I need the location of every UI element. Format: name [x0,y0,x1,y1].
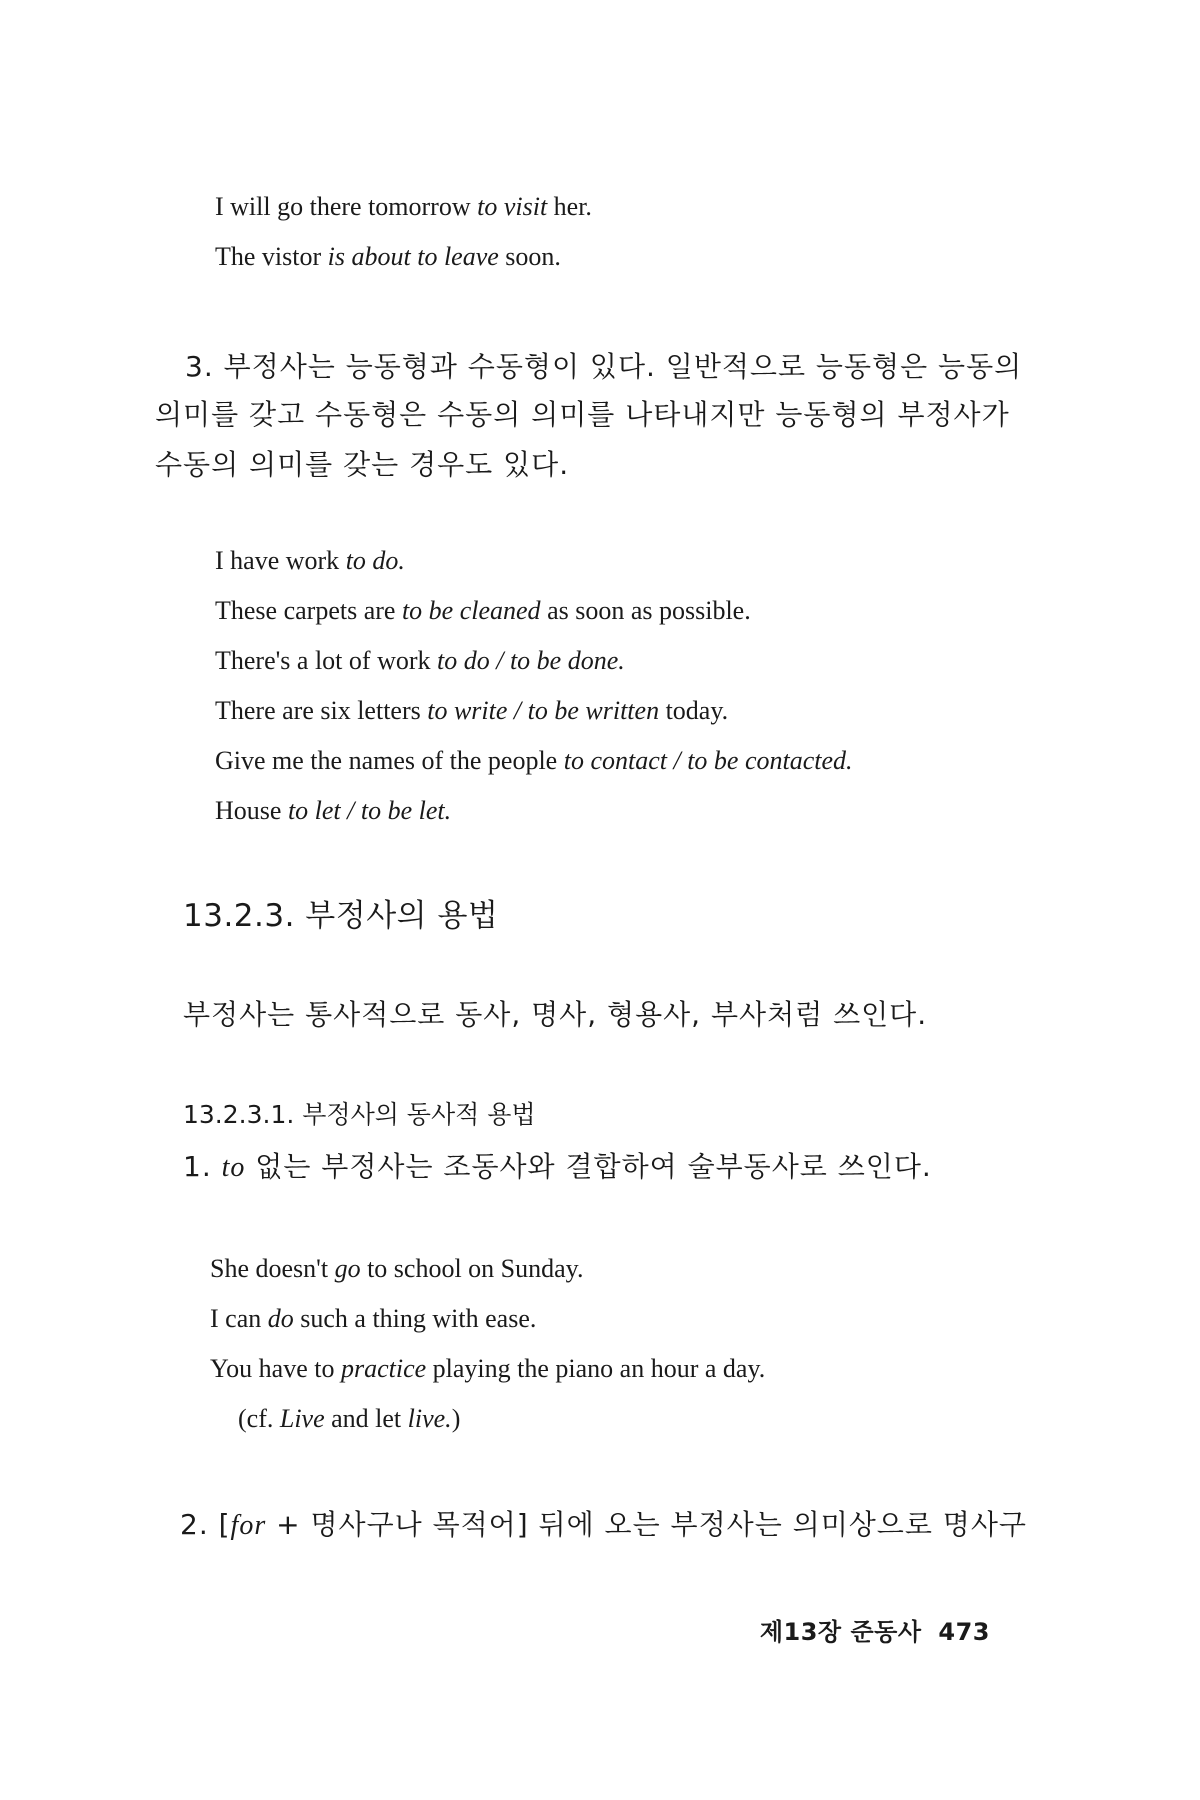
example-italic: is about to leave [327,242,499,271]
example-carpets [215,594,751,628]
example-house-to-let [215,794,451,828]
example-text: I have work [215,546,346,575]
example-text: as soon as possible. [540,596,751,625]
example-text: Give me the names of the people [215,746,564,775]
example-text: ) [451,1404,461,1433]
example-text: The vistor [215,242,328,271]
example-doesnt-go [210,1252,584,1286]
example-text: She doesn't [210,1254,335,1283]
example-italic: to let / to be let. [287,796,452,825]
example-italic: to do / to be done. [437,646,625,675]
example-text: soon. [498,242,561,271]
item1-italic: to [221,1152,246,1183]
example-text: her. [547,192,592,221]
point3-line3: 수동의 의미를 갖는 경우도 있다. [155,448,570,481]
section-heading: 13.2.3. 부정사의 용법 [183,898,499,934]
page-number: 473 [938,1618,990,1646]
example-text: and let [324,1404,408,1433]
example-italic: to be cleaned [401,596,541,625]
example-text: to school on Sunday. [360,1254,584,1283]
example-text: playing the piano an hour a day. [426,1354,766,1383]
example-six-letters [215,694,728,728]
example-italic: do [267,1304,294,1333]
page-footer [760,1612,990,1647]
example-can-do [210,1302,536,1336]
example-about-to-leave [215,240,561,274]
example-text: (cf. [238,1404,280,1433]
point3-line1: 3. 부정사는 능동형과 수동형이 있다. 일반적으로 능동형은 능동의 [185,350,1023,383]
example-text: There are six letters [215,696,428,725]
example-text: There's a lot of work [215,646,438,675]
point3-line2: 의미를 갖고 수동형은 수동의 의미를 나타내지만 능동형의 부정사가 [155,398,1010,431]
example-text: You have to [210,1354,341,1383]
example-to-visit [215,190,592,224]
example-names-of-people [215,744,853,778]
section-intro: 부정사는 통사적으로 동사, 명사, 형용사, 부사처럼 쓰인다. [183,998,928,1031]
example-cf-live [238,1402,460,1436]
item1-rest: 없는 부정사는 조동사와 결합하여 술부동사로 쓰인다. [245,1150,932,1183]
item1-text [183,1148,932,1187]
example-text: House [215,796,288,825]
item1-prefix: 1. [183,1150,222,1183]
example-have-work [215,544,405,578]
item2-rest: + 명사구나 목적어] 뒤에 오는 부정사는 의미상으로 명사구 [266,1508,1027,1541]
example-lot-of-work [215,644,625,678]
example-text: These carpets are [215,596,402,625]
example-text: I can [210,1304,268,1333]
subsection-heading: 13.2.3.1. 부정사의 동사적 용법 [183,1100,536,1129]
item2-prefix: 2. [ [180,1508,231,1541]
example-italic: to write / to be written [427,696,660,725]
example-text: today. [659,696,729,725]
example-italic: Live [279,1404,325,1433]
example-italic: to contact / to be contacted. [563,746,853,775]
example-italic: go [334,1254,361,1283]
chapter-title: 제13장 준동사 [759,1618,922,1646]
example-practice [210,1352,765,1386]
example-italic: live. [407,1404,452,1433]
example-italic: to visit [477,192,548,221]
item2-text [180,1506,1027,1545]
item2-italic: for [230,1510,267,1541]
example-italic: to do. [345,546,405,575]
example-text: I will go there tomorrow [215,192,478,221]
example-text: such a thing with ease. [293,1304,537,1333]
example-italic: practice [340,1354,427,1383]
